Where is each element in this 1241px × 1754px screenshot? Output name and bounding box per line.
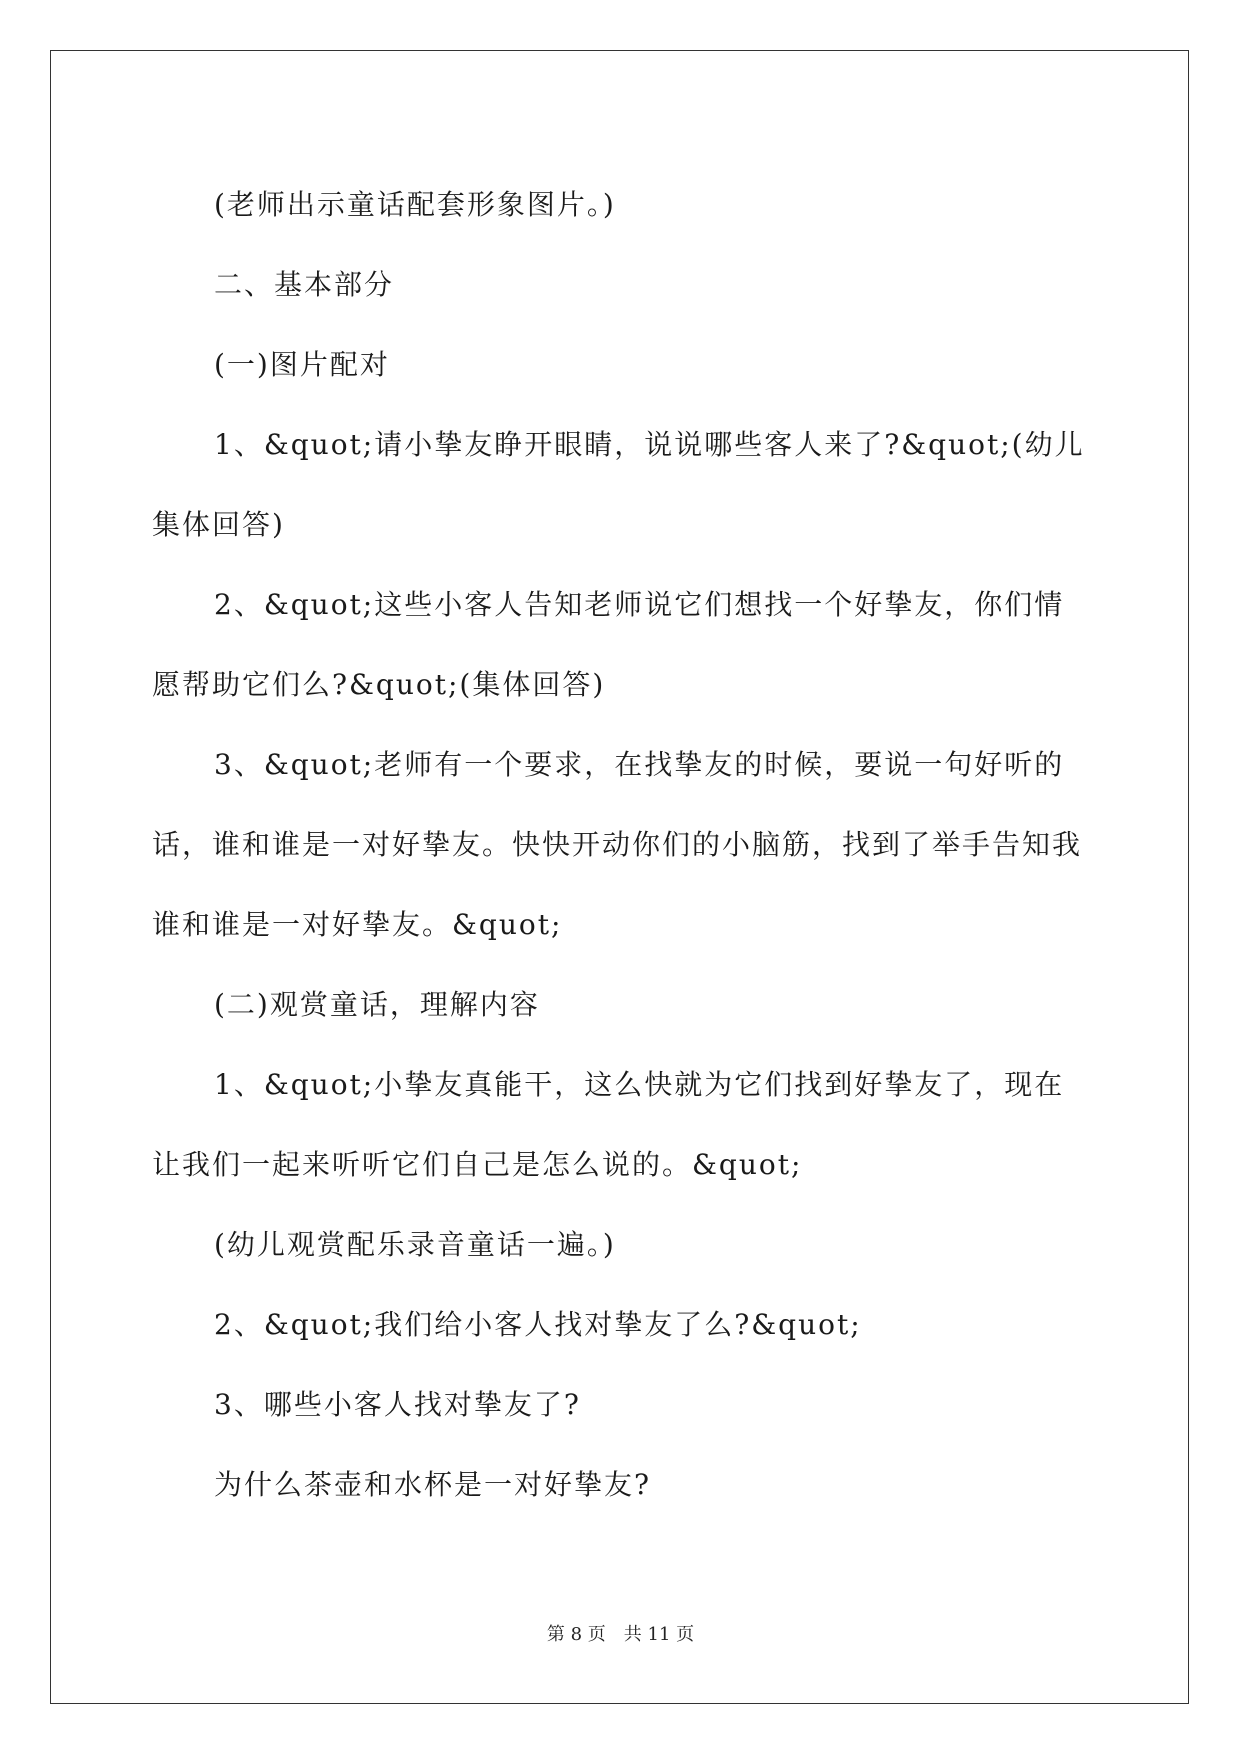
document-body: [152, 165, 1092, 1525]
subsection-heading: (一)图片配对: [214, 348, 390, 381]
paragraph: 1、&quot;请小挚友睁开眼睛，说说哪些客人来了?&quot;(幼儿集体回答): [152, 428, 1085, 541]
paragraph: 1、&quot;小挚友真能干，这么快就为它们找到好挚友了，现在让我们一起来听听它们自己是怎么说的。&quot;: [152, 1068, 1065, 1181]
paragraph: 2、&quot;我们给小客人找对挚友了么?&quot;: [214, 1308, 862, 1341]
page-total: 共 11 页: [623, 1624, 695, 1645]
paragraph: 2、&quot;这些小客人告知老师说它们想找一个好挚友，你们情愿帮助它们么?&quot;(集体回答): [152, 588, 1065, 701]
paragraph: (老师出示童话配套形象图片。): [214, 188, 616, 221]
subsection-heading: (二)观赏童话，理解内容: [214, 988, 540, 1021]
paragraph: 3、&quot;老师有一个要求，在找挚友的时候，要说一句好听的话，谁和谁是一对好挚友。快快开动你们的小脑筋，找到了举手告知我谁和谁是一对好挚友。&quot;: [152, 748, 1083, 941]
paragraph: (幼儿观赏配乐录音童话一遍。): [214, 1228, 616, 1261]
section-heading: 二、基本部分: [214, 268, 395, 301]
page-number: 第 8 页: [546, 1624, 606, 1645]
paragraph: 3、哪些小客人找对挚友了?: [214, 1388, 581, 1421]
paragraph: 为什么茶壶和水杯是一对好挚友?: [214, 1468, 652, 1501]
page-footer: [0, 1620, 1241, 1646]
